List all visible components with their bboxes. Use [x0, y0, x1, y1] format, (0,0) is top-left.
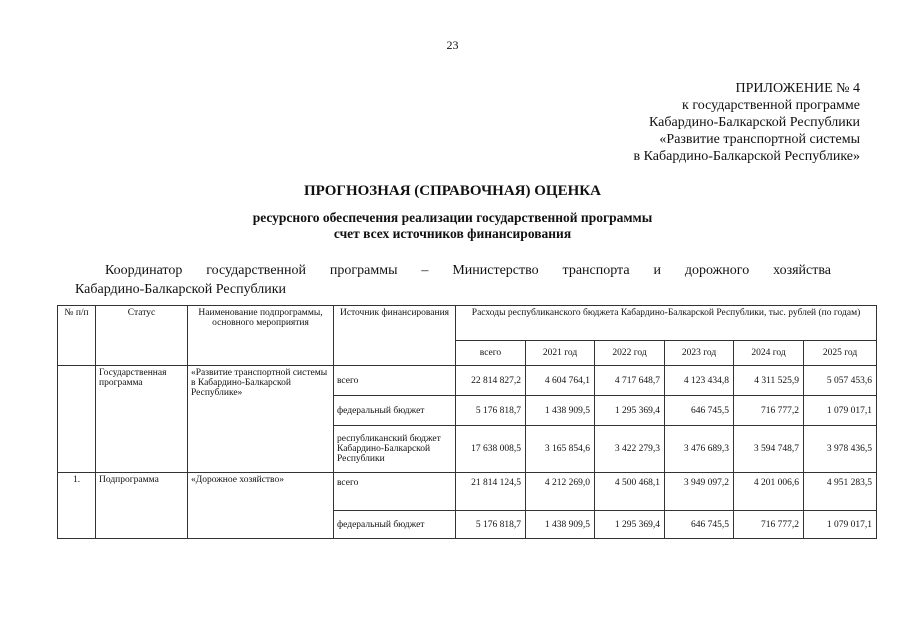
subtitle-line: счет всех источников финансирования — [333, 226, 572, 241]
coordinator-paragraph — [75, 261, 831, 299]
cell-value: 5 176 818,7 — [456, 396, 526, 426]
header-source: Источник финансирования — [334, 306, 456, 366]
cell-value: 3 165 854,6 — [526, 426, 595, 473]
cell-value: 1 079 017,1 — [804, 396, 877, 426]
cell-status: Подпрограмма — [96, 473, 188, 539]
cell-value: 646 745,5 — [665, 396, 734, 426]
header-expenses: Расходы республиканского бюджета Кабардино-Балкарской Республики, тыс. рублей (по годам) — [456, 306, 877, 341]
appendix-line: к государственной программе — [682, 98, 860, 113]
cell-value: 3 422 279,3 — [595, 426, 665, 473]
cell-value: 4 212 269,0 — [526, 473, 595, 511]
cell-value: 3 949 097,2 — [665, 473, 734, 511]
appendix-line: «Развитие транспортной системы — [659, 132, 860, 147]
cell-value: 4 951 283,5 — [804, 473, 877, 511]
cell-value: 646 745,5 — [665, 511, 734, 539]
cell-value: 4 717 648,7 — [595, 366, 665, 396]
cell-value: 3 594 748,7 — [734, 426, 804, 473]
cell-value: 4 311 525,9 — [734, 366, 804, 396]
cell-value: 21 814 124,5 — [456, 473, 526, 511]
cell-value: 1 295 369,4 — [595, 511, 665, 539]
appendix-line: Кабардино-Балкарской Республики — [649, 115, 860, 130]
coordinator-line: Кабардино-Балкарской Республики — [75, 282, 286, 297]
budget-table — [57, 305, 877, 539]
cell-value: 716 777,2 — [734, 396, 804, 426]
cell-num: 1. — [58, 473, 96, 539]
cell-value: 4 201 006,6 — [734, 473, 804, 511]
header-year: 2022 год — [595, 341, 665, 366]
cell-value: 1 438 909,5 — [526, 511, 595, 539]
table-row — [58, 473, 877, 511]
cell-value: 3 978 436,5 — [804, 426, 877, 473]
coordinator-line: Координатор государственной программы – Министерство транспорта и дорожного хозяйства — [105, 263, 831, 278]
header-year: 2021 год — [526, 341, 595, 366]
cell-name: «Дорожное хозяйство» — [188, 473, 334, 539]
cell-value: 17 638 008,5 — [456, 426, 526, 473]
header-year: 2025 год — [804, 341, 877, 366]
header-status: Статус — [96, 306, 188, 366]
cell-value: 5 057 453,6 — [804, 366, 877, 396]
cell-value: 3 476 689,3 — [665, 426, 734, 473]
appendix-title: ПРИЛОЖЕНИЕ № 4 — [735, 81, 860, 96]
cell-value: 4 500 468,1 — [595, 473, 665, 511]
header-year: всего — [456, 341, 526, 366]
document-title: ПРОГНОЗНАЯ (СПРАВОЧНАЯ) ОЦЕНКА — [304, 183, 601, 199]
cell-value: 4 604 764,1 — [526, 366, 595, 396]
cell-value: 716 777,2 — [734, 511, 804, 539]
header-year: 2023 год — [665, 341, 734, 366]
cell-source: федеральный бюджет — [334, 396, 456, 426]
cell-value: 1 438 909,5 — [526, 396, 595, 426]
cell-source: всего — [334, 473, 456, 511]
document-subtitle — [150, 210, 755, 242]
header-row — [58, 306, 877, 341]
cell-value: 1 079 017,1 — [804, 511, 877, 539]
cell-status: Государственная программа — [96, 366, 188, 473]
table-row — [58, 366, 877, 396]
appendix-line: в Кабардино-Балкарской Республике» — [633, 149, 860, 164]
cell-source: республиканский бюджет Кабардино-Балкарской Республики — [334, 426, 456, 473]
cell-value: 4 123 434,8 — [665, 366, 734, 396]
cell-value: 1 295 369,4 — [595, 396, 665, 426]
page-number: 23 — [446, 38, 459, 52]
header-num: № п/п — [58, 306, 96, 366]
cell-value: 22 814 827,2 — [456, 366, 526, 396]
header-year: 2024 год — [734, 341, 804, 366]
cell-num — [58, 366, 96, 473]
cell-value: 5 176 818,7 — [456, 511, 526, 539]
cell-source: всего — [334, 366, 456, 396]
header-name: Наименование подпрограммы, основного мероприятия — [188, 306, 334, 366]
appendix-block — [540, 80, 860, 165]
subtitle-line: ресурсного обеспечения реализации государственной программы — [252, 210, 653, 225]
cell-source: федеральный бюджет — [334, 511, 456, 539]
cell-name: «Развитие транспортной системы в Кабардино-Балкарской Республике» — [188, 366, 334, 473]
